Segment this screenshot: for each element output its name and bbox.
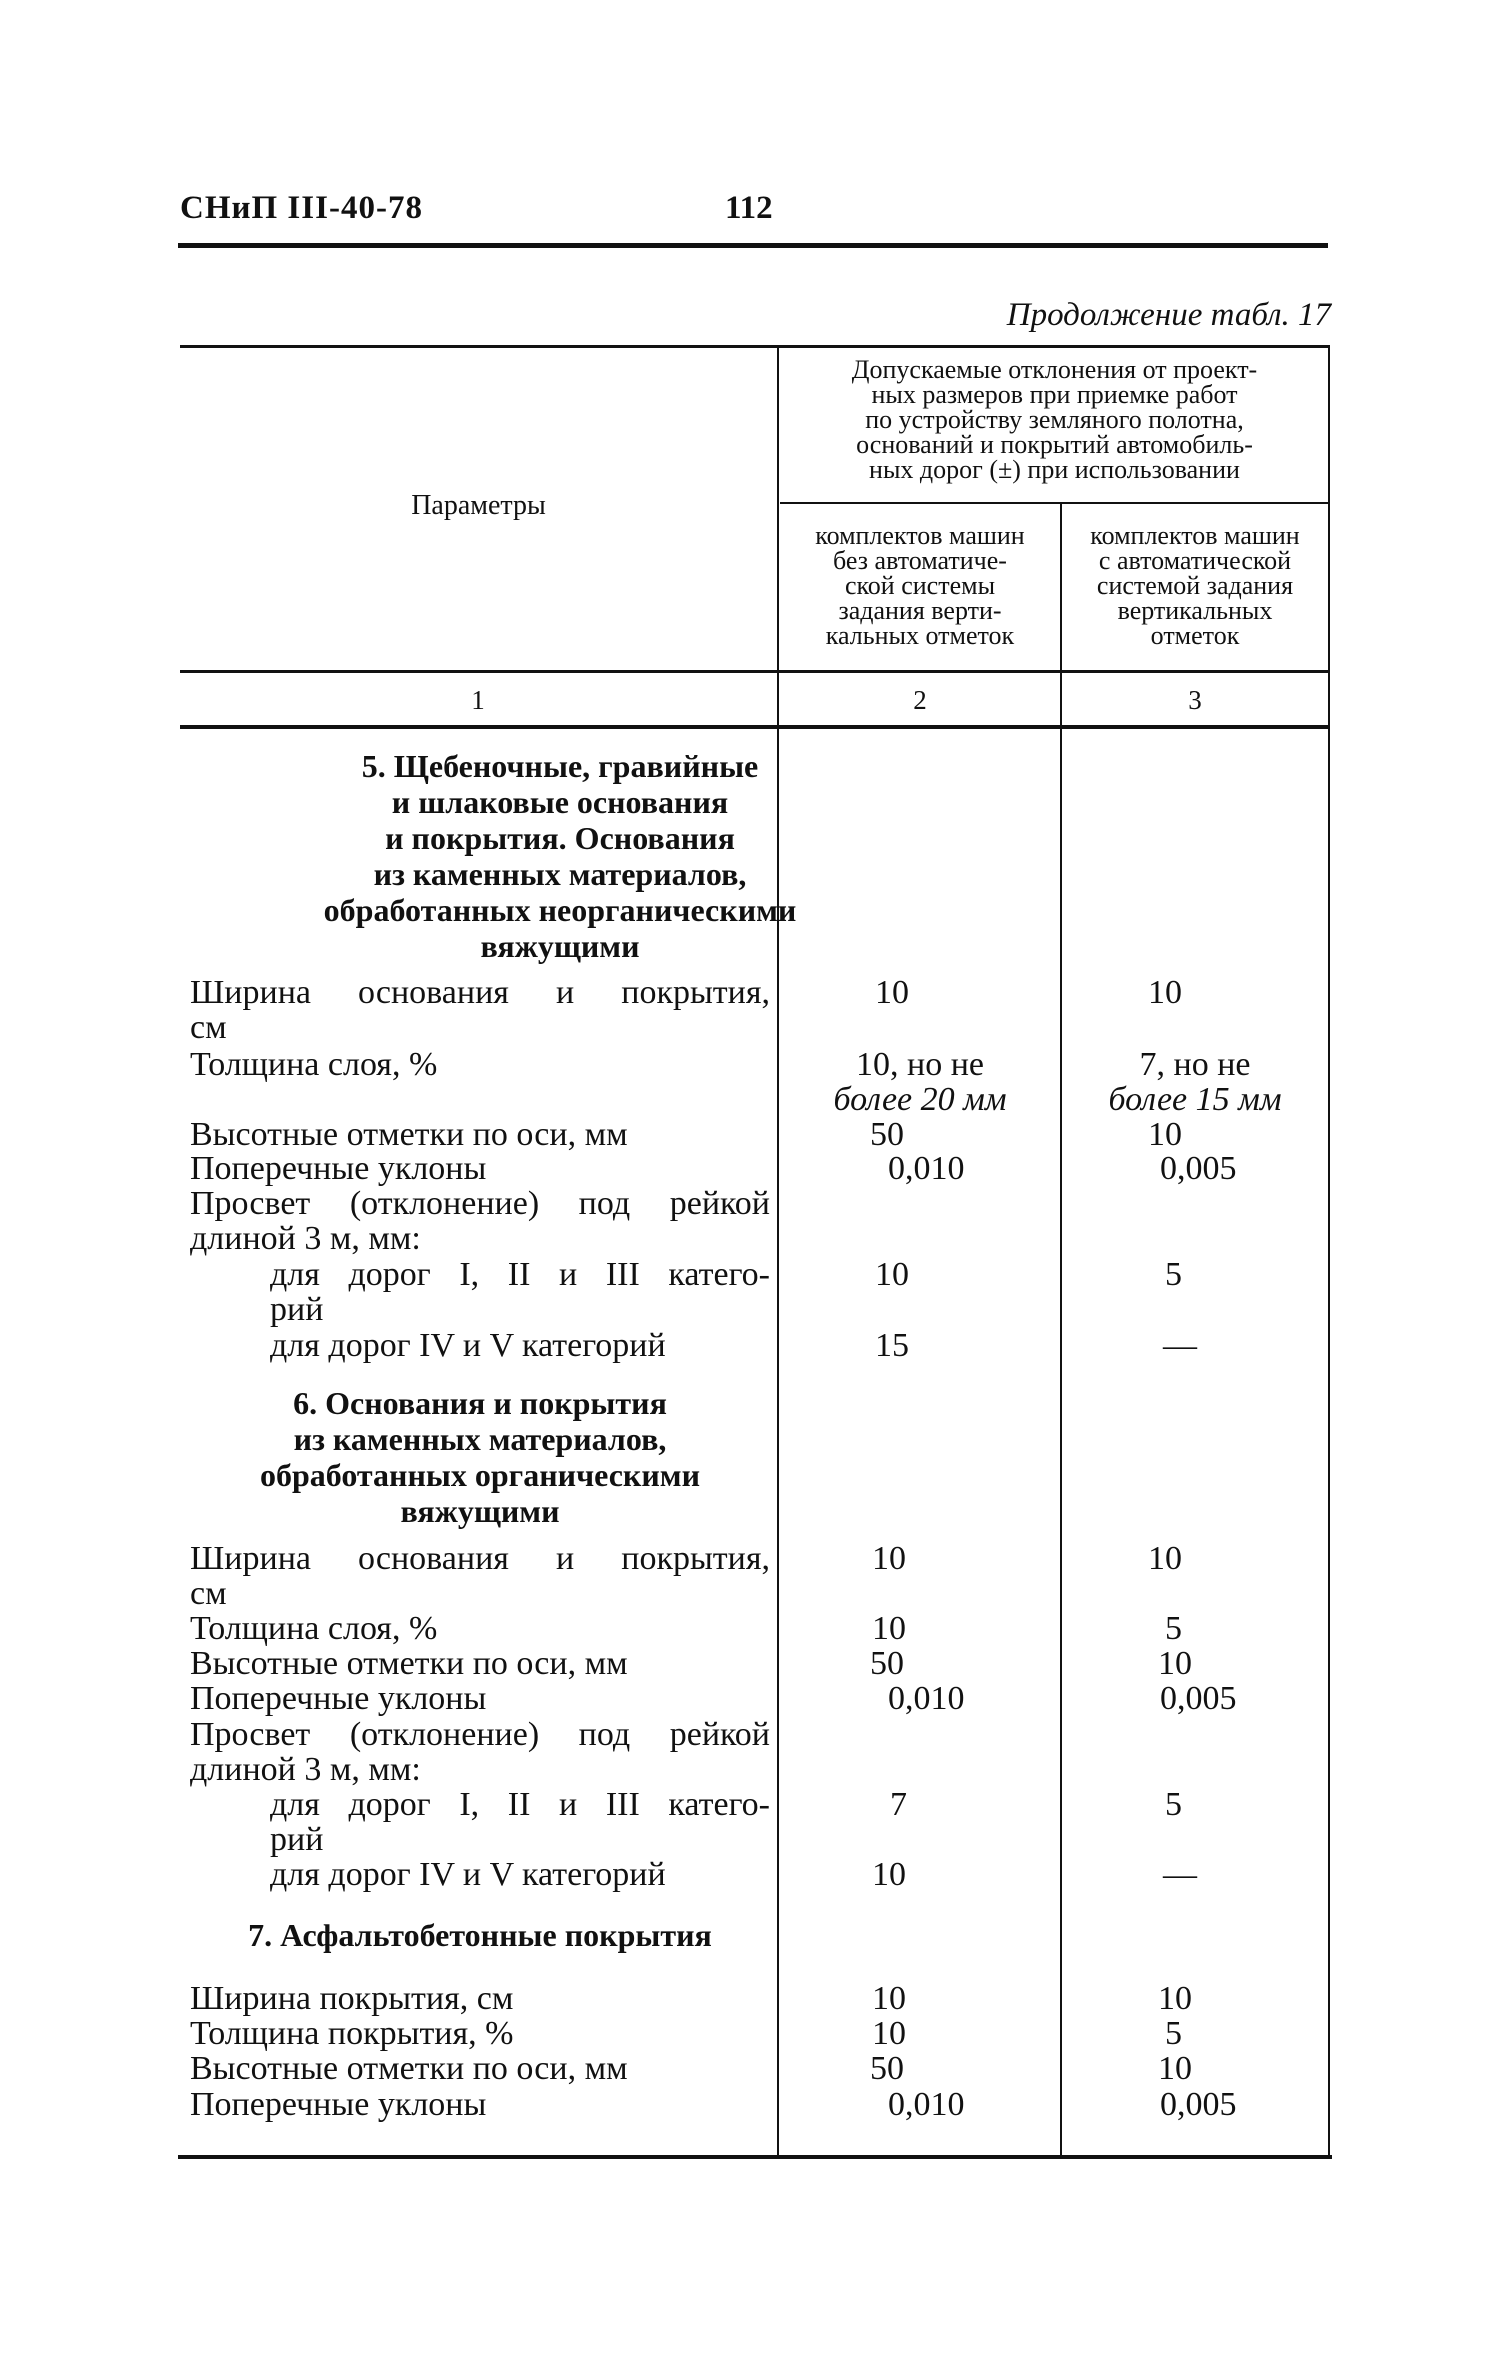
value-col3: 0,005	[1160, 1150, 1237, 1187]
value-col3: —	[1163, 1327, 1197, 1364]
section-title-line: вяжущими	[480, 928, 640, 964]
value-col3: 10	[1148, 1116, 1182, 1153]
group-header-rule	[780, 502, 1330, 504]
col2-header-line: без автоматиче-	[833, 546, 1007, 575]
param-line: для дорог I, II и III катего-	[270, 1786, 770, 1823]
value-col3: 10	[1158, 2050, 1192, 2087]
value-col2: 10	[872, 1856, 906, 1893]
section-title-line: 7. Асфальтобетонные покрытия	[248, 1917, 712, 1953]
group-header-line: ных размеров при приемке работ	[871, 380, 1238, 409]
table-right-border	[1328, 345, 1330, 2157]
value-col3: 5	[1165, 1256, 1182, 1293]
section-title-line: из каменных материалов,	[373, 856, 747, 892]
section-title-line: вяжущими	[400, 1493, 560, 1529]
param-line: длиной 3 м, мм:	[190, 1751, 421, 1788]
param-line: Просвет (отклонение) под рейкой	[190, 1185, 770, 1222]
section-title	[180, 1917, 780, 1953]
section-title-line: обработанных органическими	[259, 1457, 701, 1493]
col3-header-line: отметок	[1150, 621, 1240, 650]
value-col3: —	[1163, 1856, 1197, 1893]
param-line: длиной 3 м, мм:	[190, 1220, 421, 1257]
param-cell: Ширина покрытия, см	[190, 1980, 514, 2017]
param-cell: Поперечные уклоны	[190, 1680, 487, 1717]
col2-header-line: комплектов машин	[815, 521, 1025, 550]
param-line: рий	[270, 1291, 324, 1328]
group-header-line: Допускаемые отклонения от проект-	[851, 355, 1258, 384]
group-header-line: по устройству земляного полотна,	[865, 405, 1244, 434]
value-col2: 50	[870, 1645, 904, 1682]
param-line: Просвет (отклонение) под рейкой	[190, 1716, 770, 1753]
param-line: Ширина основания и покрытия,	[190, 974, 770, 1011]
value-col3: 0,005	[1160, 1680, 1237, 1717]
value-col2: 15	[875, 1327, 909, 1364]
value-col2: 10	[872, 1980, 906, 2017]
value-col2: 10	[875, 1256, 909, 1293]
col-number-1: 1	[471, 685, 485, 715]
table-continuation-caption: Продолжение табл. 17	[1006, 297, 1331, 333]
col3-header-line: вертикальных	[1117, 596, 1273, 625]
param-cell: для дорог IV и V категорий	[270, 1327, 666, 1364]
value-col2: 10	[875, 974, 909, 1011]
param-line: Ширина основания и покрытия,	[190, 1540, 770, 1577]
col-divider-2-lower	[1060, 673, 1062, 2157]
value-col3: 10	[1158, 1645, 1192, 1682]
param-cell	[190, 975, 770, 1045]
param-cell: Высотные отметки по оси, мм	[190, 2050, 628, 2087]
group-header	[782, 357, 1327, 482]
colnum-bottom-rule	[180, 725, 1330, 729]
param-cell: Поперечные уклоны	[190, 2086, 487, 2123]
col2-header-line: задания верти-	[838, 596, 1002, 625]
value-col2: 0,010	[888, 1680, 965, 1717]
param-cell: Толщина слоя, %	[190, 1610, 438, 1647]
param-cell	[190, 1541, 770, 1611]
param-cell: Поперечные уклоны	[190, 1150, 487, 1187]
section-title-line: и покрытия. Основания	[385, 820, 735, 856]
param-cell	[190, 1186, 770, 1256]
section-title	[180, 748, 940, 964]
value-line: более 20 мм	[833, 1081, 1007, 1118]
col3-header-line: комплектов машин	[1090, 521, 1300, 550]
col2-header	[780, 523, 1060, 648]
param-cell: Высотные отметки по оси, мм	[190, 1116, 628, 1153]
section-title-line: 5. Щебеночные, гравийные	[361, 748, 759, 784]
param-line: Толщина слоя, %	[190, 1046, 438, 1083]
value-col3	[1062, 1047, 1328, 1117]
param-cell	[190, 1047, 770, 1082]
value-col2: 50	[870, 2050, 904, 2087]
col2-header-line: кальных отметок	[825, 621, 1015, 650]
col3-header-line: системой задания	[1096, 571, 1294, 600]
value-col2: 10	[872, 2015, 906, 2052]
param-cell: Высотные отметки по оси, мм	[190, 1645, 628, 1682]
section-title-line: и шлаковые основания	[391, 784, 729, 820]
value-col3: 10	[1148, 1540, 1182, 1577]
params-header: Параметры	[411, 490, 546, 521]
param-cell	[190, 1717, 770, 1787]
section-title	[180, 1385, 780, 1529]
page-number: 112	[725, 190, 773, 226]
value-col3: 10	[1158, 1980, 1192, 2017]
param-line: рий	[270, 1821, 324, 1858]
table-bottom-rule	[178, 2155, 1332, 2159]
value-col3: 0,005	[1160, 2086, 1237, 2123]
value-col2: 7	[890, 1786, 907, 1823]
value-col3: 5	[1165, 2015, 1182, 2052]
col3-header-line: с автоматической	[1098, 546, 1292, 575]
param-cell	[190, 1257, 770, 1327]
value-line: 10, но не	[856, 1046, 984, 1083]
value-col2: 0,010	[888, 1150, 965, 1187]
value-col3: 10	[1148, 974, 1182, 1011]
param-line: для дорог I, II и III катего-	[270, 1256, 770, 1293]
col-number-2: 2	[913, 685, 927, 715]
col3-header	[1062, 523, 1328, 648]
value-col3: 5	[1165, 1610, 1182, 1647]
section-title-line: обработанных неорганическими	[323, 892, 797, 928]
table-top-rule	[180, 345, 1330, 348]
value-col2: 10	[872, 1540, 906, 1577]
param-line: см	[190, 1575, 227, 1612]
value-col2: 10	[872, 1610, 906, 1647]
param-cell: Толщина покрытия, %	[190, 2015, 514, 2052]
header-bottom-rule	[180, 670, 1330, 673]
param-cell: для дорог IV и V категорий	[270, 1856, 666, 1893]
col-divider-1	[777, 345, 779, 2157]
group-header-line: ных дорог (±) при использовании	[869, 455, 1240, 484]
group-header-line: оснований и покрытий автомобиль-	[856, 430, 1253, 459]
value-col2	[780, 1047, 1060, 1117]
col-number-3: 3	[1188, 685, 1202, 715]
section-title-line: 6. Основания и покрытия	[293, 1385, 667, 1421]
header-rule	[178, 243, 1328, 248]
value-line: 7, но не	[1139, 1046, 1251, 1083]
value-line: более 15 мм	[1108, 1081, 1282, 1118]
document-code: СНиП III-40-78	[180, 190, 423, 226]
section-title-line: из каменных материалов,	[293, 1421, 667, 1457]
param-line: см	[190, 1009, 227, 1046]
param-cell	[190, 1787, 770, 1857]
value-col2: 0,010	[888, 2086, 965, 2123]
col2-header-line: ской системы	[844, 571, 996, 600]
value-col3: 5	[1165, 1786, 1182, 1823]
value-col2: 50	[870, 1116, 904, 1153]
tolerance-table	[180, 345, 1330, 2160]
